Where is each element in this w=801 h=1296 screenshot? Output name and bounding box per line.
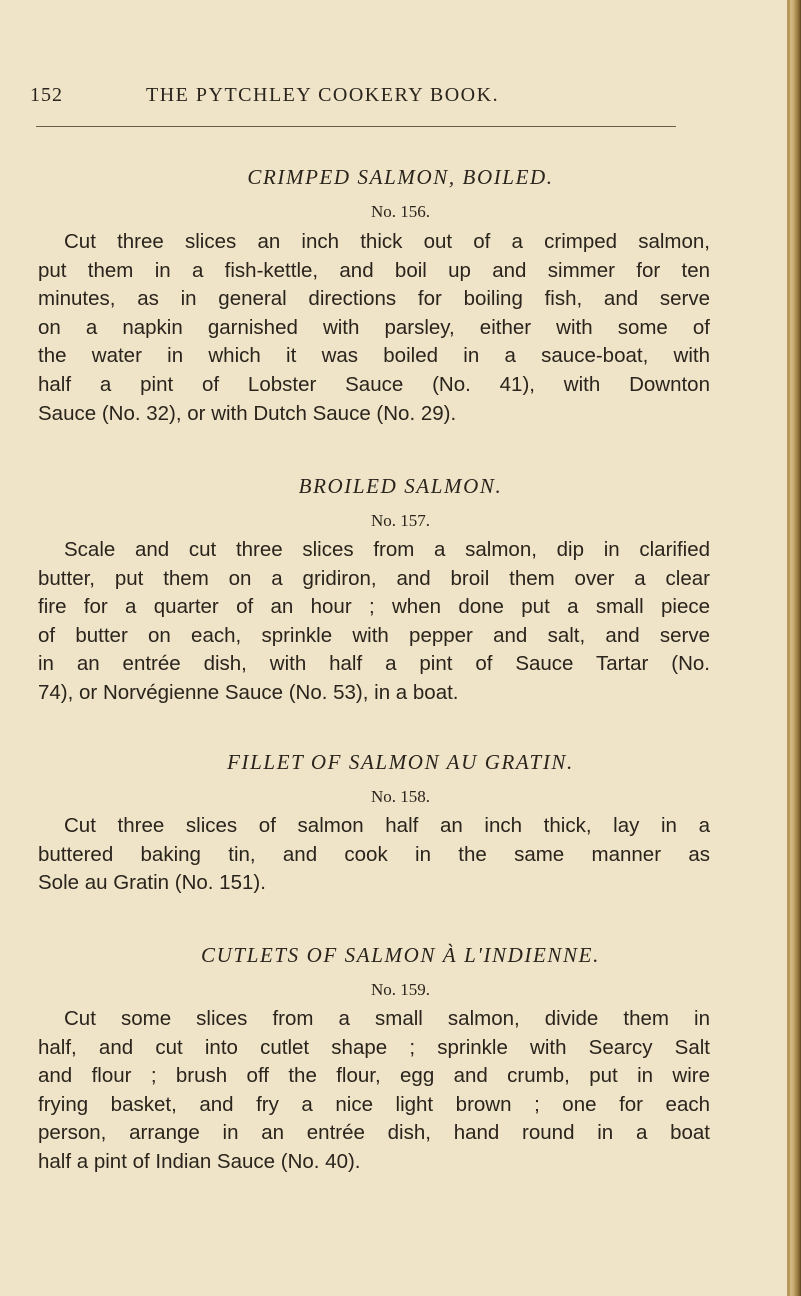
recipe-line: half a pint of Lobster Sauce (No. 41), with Downton: [38, 372, 710, 396]
recipe-line: Sole au Gratin (No. 151).: [38, 871, 266, 895]
recipe-line: half a pint of Indian Sauce (No. 40).: [38, 1149, 361, 1173]
recipe-number-156: No. 156.: [370, 202, 431, 221]
recipe-line: the water in which it was boiled in a sauce-boat, with: [38, 344, 710, 368]
recipe-number-158: No. 158.: [370, 787, 431, 806]
recipe-title-159: CUTLETS OF SALMON À L'INDIENNE.: [201, 943, 600, 967]
page-edge: [787, 0, 801, 1296]
recipe-line: minutes, as in general directions for boiling fish, and serve: [38, 287, 710, 311]
recipe-body-156: [38, 228, 710, 428]
recipe-number-157: No. 157.: [370, 511, 431, 530]
recipe-line: half, and cut into cutlet shape ; sprinkle with Searcy Salt: [38, 1035, 710, 1059]
recipe-line: of butter on each, sprinkle with pepper and salt, and serve: [38, 623, 710, 647]
recipe-line: Cut three slices of salmon half an inch thick, lay in a: [64, 814, 710, 837]
recipe-line: frying basket, and fry a nice light brown ; one for each: [38, 1092, 710, 1116]
recipe-line: put them in a fish-kettle, and boil up and simmer for ten: [38, 258, 710, 282]
recipe-line: Cut some slices from a small salmon, divide them in: [64, 1007, 710, 1030]
recipe-line: butter, put them on a gridiron, and broil them over a clear: [38, 566, 710, 590]
page-number: 152: [30, 84, 63, 106]
recipe-line: Cut three slices an inch thick out of a crimped salmon,: [64, 230, 710, 253]
recipe-line: person, arrange in an entrée dish, hand round in a boat: [38, 1121, 710, 1145]
recipe-line: 74), or Norvégienne Sauce (No. 53), in a boat.: [38, 680, 459, 704]
recipe-title-156: CRIMPED SALMON, BOILED.: [247, 165, 554, 189]
recipe-number-159: No. 159.: [370, 980, 431, 999]
recipe-line: on a napkin garnished with parsley, either with some of: [38, 315, 710, 339]
recipe-title-157: BROILED SALMON.: [298, 474, 503, 498]
recipe-body-157: [38, 536, 710, 708]
recipe-line: and flour ; brush off the flour, egg and crumb, put in wire: [38, 1064, 710, 1088]
recipe-line: buttered baking tin, and cook in the same manner as: [38, 842, 710, 866]
recipe-line: Sauce (No. 32), or with Dutch Sauce (No. 29).: [38, 401, 457, 425]
header-rule: [36, 126, 676, 127]
recipe-line: in an entrée dish, with half a pint of Sauce Tartar (No.: [38, 652, 710, 676]
recipe-line: fire for a quarter of an hour ; when done put a small piece: [38, 595, 710, 619]
recipe-body-158: [38, 812, 710, 898]
running-title: THE PYTCHLEY COOKERY BOOK.: [146, 84, 500, 106]
recipe-body-159: [38, 1005, 710, 1177]
recipe-title-158: FILLET OF SALMON AU GRATIN.: [227, 750, 574, 774]
recipe-line: Scale and cut three slices from a salmon, dip in clarified: [64, 538, 710, 561]
page-header: [30, 84, 770, 114]
